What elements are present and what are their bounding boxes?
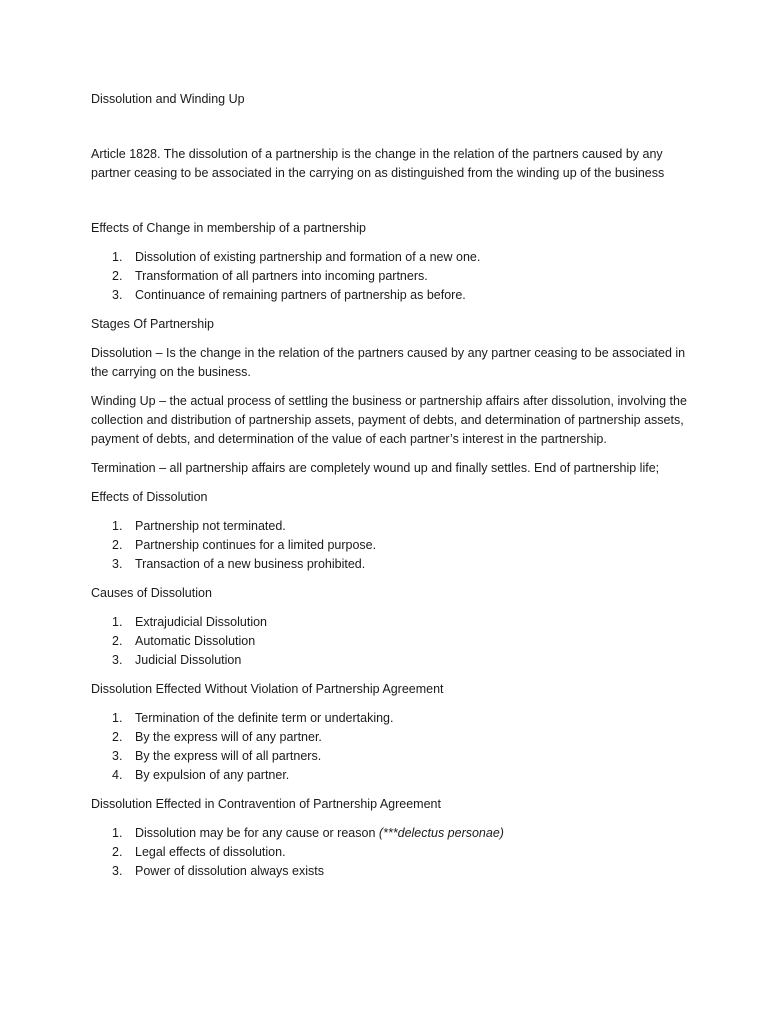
dissolution-definition: Dissolution – Is the change in the relation of the partners caused by any partner ceasing to be associated in the carrying on the business. bbox=[91, 346, 686, 379]
without-violation-list bbox=[91, 709, 691, 785]
list-item bbox=[91, 651, 691, 670]
list-item-text: Dissolution may be for any cause or reason bbox=[135, 826, 379, 840]
list-item bbox=[91, 709, 691, 728]
document-title: Dissolution and Winding Up bbox=[91, 92, 245, 106]
list-item-text: By the express will of all partners. bbox=[135, 749, 322, 763]
list-item bbox=[91, 286, 691, 305]
list-item-text: Dissolution of existing partnership and formation of a new one. bbox=[135, 250, 481, 264]
list-number: 3. bbox=[112, 288, 123, 302]
list-number: 3. bbox=[112, 557, 123, 571]
list-item bbox=[91, 843, 691, 862]
list-number: 3. bbox=[112, 749, 123, 763]
causes-of-dissolution-heading: Causes of Dissolution bbox=[91, 586, 212, 600]
list-number: 2. bbox=[112, 538, 123, 552]
list-item-text: Continuance of remaining partners of partnership as before. bbox=[135, 288, 466, 302]
list-item-text: Power of dissolution always exists bbox=[135, 864, 324, 878]
list-number: 1. bbox=[112, 615, 123, 629]
list-item-text: Partnership not terminated. bbox=[135, 519, 286, 533]
causes-of-dissolution-list bbox=[91, 613, 691, 670]
article-1828-paragraph: Article 1828. The dissolution of a partnership is the change in the relation of the partners caused by any partner ceasing to be associated in the carrying on as distinguished from the winding up of the business bbox=[91, 147, 665, 180]
list-item bbox=[91, 517, 691, 536]
list-item bbox=[91, 248, 691, 267]
list-number: 2. bbox=[112, 845, 123, 859]
list-number: 1. bbox=[112, 826, 123, 840]
effects-of-change-list bbox=[91, 248, 691, 305]
list-number: 3. bbox=[112, 653, 123, 667]
effects-of-dissolution-list bbox=[91, 517, 691, 574]
contravention-list bbox=[91, 824, 691, 881]
list-item bbox=[91, 862, 691, 881]
contravention-heading: Dissolution Effected in Contravention of Partnership Agreement bbox=[91, 797, 441, 811]
list-item-text: Legal effects of dissolution. bbox=[135, 845, 286, 859]
effects-of-change-heading: Effects of Change in membership of a partnership bbox=[91, 221, 366, 235]
list-item bbox=[91, 747, 691, 766]
list-number: 2. bbox=[112, 730, 123, 744]
list-item bbox=[91, 536, 691, 555]
list-item bbox=[91, 267, 691, 286]
list-number: 1. bbox=[112, 250, 123, 264]
list-item-text: Transformation of all partners into incoming partners. bbox=[135, 269, 428, 283]
list-number: 2. bbox=[112, 269, 123, 283]
list-item-text: Extrajudicial Dissolution bbox=[135, 615, 268, 629]
list-item-text: Automatic Dissolution bbox=[135, 634, 256, 648]
list-item bbox=[91, 555, 691, 574]
list-item-text: Transaction of a new business prohibited. bbox=[135, 557, 366, 571]
list-item-text: Partnership continues for a limited purpose. bbox=[135, 538, 377, 552]
list-number: 1. bbox=[112, 519, 123, 533]
list-item bbox=[91, 766, 691, 785]
without-violation-heading: Dissolution Effected Without Violation of Partnership Agreement bbox=[91, 682, 444, 696]
list-item bbox=[91, 613, 691, 632]
termination-definition: Termination – all partnership affairs are completely wound up and finally settles. End of partnership life; bbox=[91, 461, 660, 475]
list-number: 1. bbox=[112, 711, 123, 725]
document-page bbox=[91, 90, 691, 891]
delectus-personae-note: (***delectus personae) bbox=[378, 826, 504, 840]
list-number: 2. bbox=[112, 634, 123, 648]
list-item-text: Judicial Dissolution bbox=[135, 653, 242, 667]
list-item-text: By expulsion of any partner. bbox=[135, 768, 290, 782]
list-item bbox=[91, 632, 691, 651]
list-number: 4. bbox=[112, 768, 123, 782]
effects-of-dissolution-heading: Effects of Dissolution bbox=[91, 490, 208, 504]
list-item bbox=[91, 728, 691, 747]
stages-heading: Stages Of Partnership bbox=[91, 317, 214, 331]
winding-up-definition: Winding Up – the actual process of settling the business or partnership affairs after dissolution, involving the collection and distribution of partnership assets, payment of debts, and determination of partnership assets, payment of debts, and determination of the value of each partner’s interest in the partnership. bbox=[91, 394, 687, 446]
list-item bbox=[91, 824, 691, 843]
list-item-text: By the express will of any partner. bbox=[135, 730, 322, 744]
list-number: 3. bbox=[112, 864, 123, 878]
list-item-text: Termination of the definite term or undertaking. bbox=[135, 711, 394, 725]
